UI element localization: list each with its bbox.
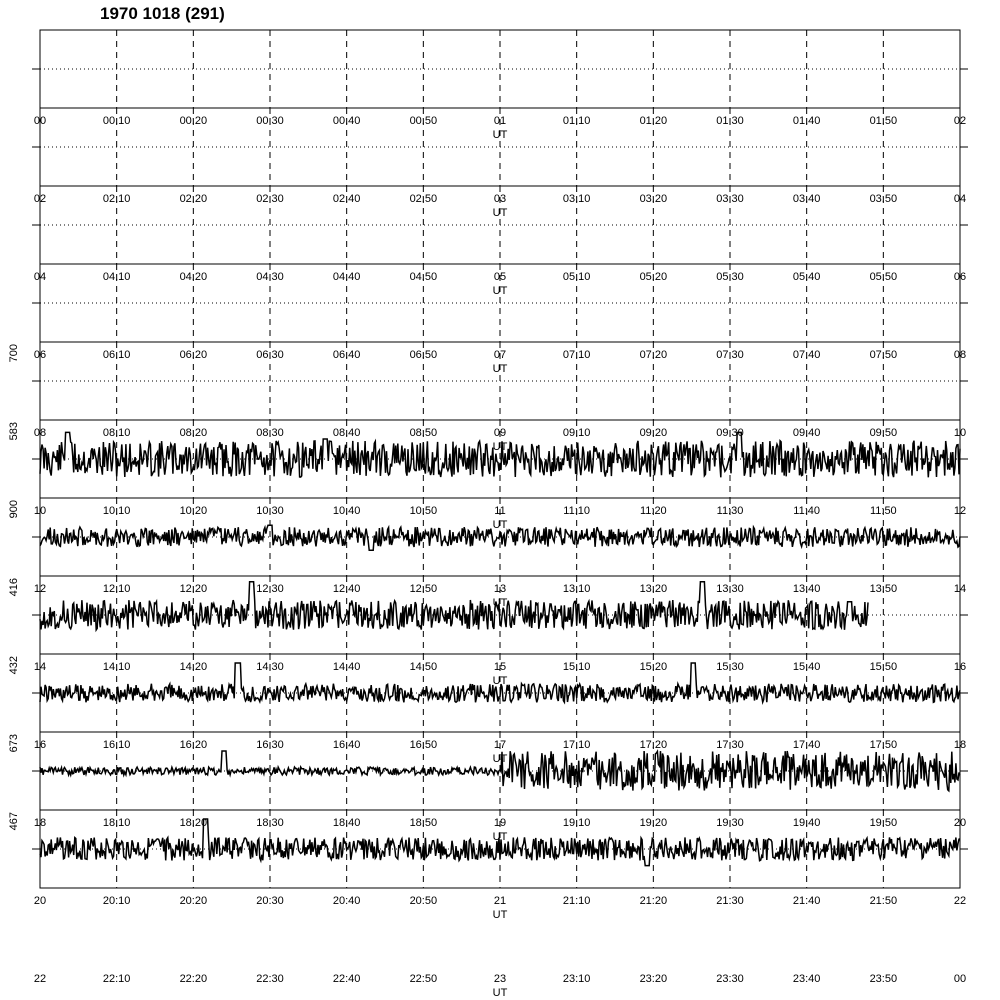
tick-label: 12	[953, 505, 967, 517]
tick-label: 06	[953, 271, 967, 283]
tick-label: 07:40	[792, 349, 821, 361]
tick-label: 07:30	[716, 349, 744, 361]
tick-label: 23:30	[716, 973, 744, 985]
tick-label: 06:10	[102, 349, 131, 361]
tick-label: 20:10	[102, 895, 131, 907]
waveform-trace	[40, 582, 868, 630]
tick-label: 13:30	[716, 583, 744, 595]
tick-label: 03:50	[869, 193, 898, 205]
tick-label: 15:40	[792, 661, 821, 673]
tick-label: 21	[493, 895, 507, 907]
tick-label: 02:50	[409, 193, 438, 205]
tick-label: 11:50	[869, 505, 897, 517]
tick-label: 17:30	[716, 739, 744, 751]
panel-ylabel: 900	[8, 500, 20, 519]
tick-label: 15:30	[716, 661, 744, 673]
tick-label: 05:40	[792, 271, 821, 283]
tick-label: 09:40	[792, 427, 821, 439]
panel-ylabel: 416	[8, 578, 20, 597]
tick-label: 17:10	[562, 739, 591, 751]
panel-9	[8, 732, 968, 810]
tick-label: 20	[33, 895, 47, 907]
tick-label: 06:50	[409, 349, 438, 361]
tick-label: 21:20	[639, 895, 668, 907]
page-title: 1970 1018 (291)	[100, 4, 225, 23]
tick-label: 22:10	[102, 973, 131, 985]
tick-label: 02:10	[102, 193, 131, 205]
tick-label: 00:10	[102, 115, 131, 127]
tick-label: 18:20	[179, 817, 208, 829]
tick-label: 14:30	[256, 661, 284, 673]
tick-label: 11:30	[716, 505, 744, 517]
axis-unit-label: UT	[492, 207, 508, 219]
tick-label: 09:50	[869, 427, 898, 439]
tick-label: 23:40	[792, 973, 821, 985]
tick-label: 05:20	[639, 271, 668, 283]
tick-label: 13	[493, 583, 507, 595]
tick-label: 16:20	[179, 739, 208, 751]
tick-label: 03	[493, 193, 507, 205]
tick-label: 23:10	[562, 973, 591, 985]
tick-label: 20:30	[256, 895, 284, 907]
tick-label: 20:20	[179, 895, 208, 907]
axis-unit-label: UT	[492, 909, 508, 921]
tick-label: 15:50	[869, 661, 898, 673]
tick-label: 01	[493, 115, 507, 127]
tick-label: 08:20	[179, 427, 208, 439]
tick-label: 13:20	[639, 583, 668, 595]
tick-label: 10:20	[179, 505, 208, 517]
tick-label: 17:40	[792, 739, 821, 751]
tick-label: 17:20	[639, 739, 668, 751]
tick-label: 00:40	[332, 115, 361, 127]
tick-label: 19:30	[716, 817, 744, 829]
tick-label: 02:40	[332, 193, 361, 205]
tick-label: 07:20	[639, 349, 668, 361]
tick-label: 07:50	[869, 349, 898, 361]
tick-label: 04:40	[332, 271, 361, 283]
tick-label: 09:10	[562, 427, 591, 439]
tick-label: 08:40	[332, 427, 361, 439]
tick-label: 14	[953, 583, 967, 595]
tick-label: 04:20	[179, 271, 208, 283]
axis-labels	[34, 193, 966, 219]
tick-label: 21:30	[716, 895, 744, 907]
tick-label: 00:50	[409, 115, 438, 127]
tick-label: 06:30	[256, 349, 284, 361]
tick-label: 12:10	[102, 583, 131, 595]
axis-unit-label: UT	[492, 129, 508, 141]
tick-label: 01:30	[716, 115, 744, 127]
tick-label: 10:10	[102, 505, 131, 517]
tick-label: 09	[493, 427, 507, 439]
tick-label: 14	[33, 661, 47, 673]
tick-label: 19	[493, 817, 507, 829]
tick-label: 06:20	[179, 349, 208, 361]
tick-label: 22:20	[179, 973, 208, 985]
tick-label: 00	[33, 115, 47, 127]
tick-label: 03:20	[639, 193, 668, 205]
tick-label: 11:20	[639, 505, 667, 517]
axis-unit-label: UT	[492, 987, 508, 999]
tick-label: 14:10	[102, 661, 131, 673]
panel-0	[32, 30, 968, 108]
axis-labels	[34, 505, 966, 531]
tick-label: 02:30	[256, 193, 284, 205]
axis-unit-label: UT	[492, 285, 508, 297]
tick-label: 19:40	[792, 817, 821, 829]
axis-unit-label: UT	[492, 441, 508, 453]
panel-6	[8, 498, 968, 576]
tick-label: 02	[33, 193, 47, 205]
tick-label: 18:30	[256, 817, 284, 829]
tick-label: 08	[33, 427, 47, 439]
tick-label: 05:30	[716, 271, 744, 283]
tick-label: 10	[33, 505, 47, 517]
tick-label: 05	[493, 271, 507, 283]
tick-label: 16	[953, 661, 967, 673]
tick-label: 15:20	[639, 661, 668, 673]
axis-unit-label: UT	[492, 363, 508, 375]
axis-labels	[34, 349, 966, 375]
tick-label: 14:20	[179, 661, 208, 673]
tick-label: 01:40	[792, 115, 821, 127]
tick-label: 10:50	[409, 505, 438, 517]
tick-label: 04	[33, 271, 47, 283]
tick-label: 17	[493, 739, 507, 751]
axis-labels	[34, 661, 966, 687]
axis-labels	[34, 739, 966, 765]
tick-label: 20:40	[332, 895, 361, 907]
axis-labels	[34, 115, 966, 141]
tick-label: 22	[953, 895, 967, 907]
tick-label: 18:40	[332, 817, 361, 829]
tick-label: 08:30	[256, 427, 284, 439]
tick-label: 22	[33, 973, 47, 985]
tick-label: 16	[33, 739, 47, 751]
tick-label: 01:10	[562, 115, 591, 127]
tick-label: 11:10	[563, 505, 591, 517]
axis-labels	[34, 817, 966, 843]
panel-ylabel: 583	[8, 422, 20, 441]
tick-label: 17:50	[869, 739, 898, 751]
tick-label: 14:40	[332, 661, 361, 673]
tick-label: 01:20	[639, 115, 668, 127]
tick-label: 18	[953, 739, 967, 751]
tick-label: 00:20	[179, 115, 208, 127]
tick-label: 18:50	[409, 817, 438, 829]
tick-label: 23:50	[869, 973, 898, 985]
tick-label: 06	[33, 349, 47, 361]
tick-label: 08	[953, 349, 967, 361]
panel-8	[8, 654, 968, 732]
tick-label: 16:50	[409, 739, 438, 751]
tick-label: 19:20	[639, 817, 668, 829]
tick-label: 10:40	[332, 505, 361, 517]
axis-unit-label: UT	[492, 519, 508, 531]
panel-5	[8, 420, 968, 498]
tick-label: 21:50	[869, 895, 898, 907]
axis-unit-label: UT	[492, 753, 508, 765]
panel-ylabel: 432	[8, 656, 20, 675]
tick-label: 14:50	[409, 661, 438, 673]
tick-label: 12:50	[409, 583, 438, 595]
tick-label: 05:50	[869, 271, 898, 283]
panel-10	[8, 810, 968, 888]
tick-label: 18:10	[102, 817, 131, 829]
tick-label: 02:20	[179, 193, 208, 205]
tick-label: 15	[493, 661, 507, 673]
tick-label: 21:40	[792, 895, 821, 907]
panel-4	[8, 342, 968, 420]
tick-label: 01:50	[869, 115, 898, 127]
tick-label: 00	[953, 973, 967, 985]
tick-label: 03:40	[792, 193, 821, 205]
tick-label: 07:10	[562, 349, 591, 361]
tick-label: 12	[33, 583, 47, 595]
tick-label: 05:10	[562, 271, 591, 283]
tick-label: 13:50	[869, 583, 898, 595]
tick-label: 13:10	[562, 583, 591, 595]
axis-unit-label: UT	[492, 675, 508, 687]
tick-label: 03:30	[716, 193, 744, 205]
tick-label: 12:40	[332, 583, 361, 595]
tick-label: 22:30	[256, 973, 284, 985]
tick-label: 16:30	[256, 739, 284, 751]
tick-label: 20	[953, 817, 967, 829]
axis-labels	[34, 973, 966, 999]
panel-ylabel: 700	[8, 344, 20, 363]
tick-label: 19:50	[869, 817, 898, 829]
tick-label: 21:10	[562, 895, 591, 907]
tick-label: 04:10	[102, 271, 131, 283]
tick-label: 16:40	[332, 739, 361, 751]
tick-label: 03:10	[562, 193, 591, 205]
tick-label: 22:40	[332, 973, 361, 985]
tick-label: 00:30	[256, 115, 284, 127]
axis-labels	[34, 895, 966, 921]
tick-label: 09:20	[639, 427, 668, 439]
tick-label: 16:10	[102, 739, 131, 751]
axis-labels	[34, 271, 966, 297]
axis-unit-label: UT	[492, 597, 508, 609]
tick-label: 08:10	[102, 427, 131, 439]
panel-7	[8, 576, 968, 654]
panel-ylabel: 467	[8, 812, 20, 831]
tick-label: 04:50	[409, 271, 438, 283]
tick-label: 13:40	[792, 583, 821, 595]
tick-label: 02	[953, 115, 967, 127]
tick-label: 09:30	[716, 427, 744, 439]
tick-label: 08:50	[409, 427, 438, 439]
tick-label: 04:30	[256, 271, 284, 283]
tick-label: 19:10	[562, 817, 591, 829]
axis-unit-label: UT	[492, 831, 508, 843]
tick-label: 11:40	[793, 505, 821, 517]
tick-label: 23:20	[639, 973, 668, 985]
tick-label: 23	[493, 973, 507, 985]
tick-label: 20:50	[409, 895, 438, 907]
tick-label: 12:30	[256, 583, 284, 595]
tick-label: 12:20	[179, 583, 208, 595]
tick-label: 10:30	[256, 505, 284, 517]
tick-label: 07	[493, 349, 507, 361]
panel-ylabel: 673	[8, 734, 20, 753]
tick-label: 10	[953, 427, 967, 439]
tick-label: 04	[953, 193, 967, 205]
tick-label: 15:10	[562, 661, 591, 673]
tick-label: 18	[33, 817, 47, 829]
tick-label: 22:50	[409, 973, 438, 985]
tick-label: 11	[494, 505, 506, 517]
tick-label: 06:40	[332, 349, 361, 361]
